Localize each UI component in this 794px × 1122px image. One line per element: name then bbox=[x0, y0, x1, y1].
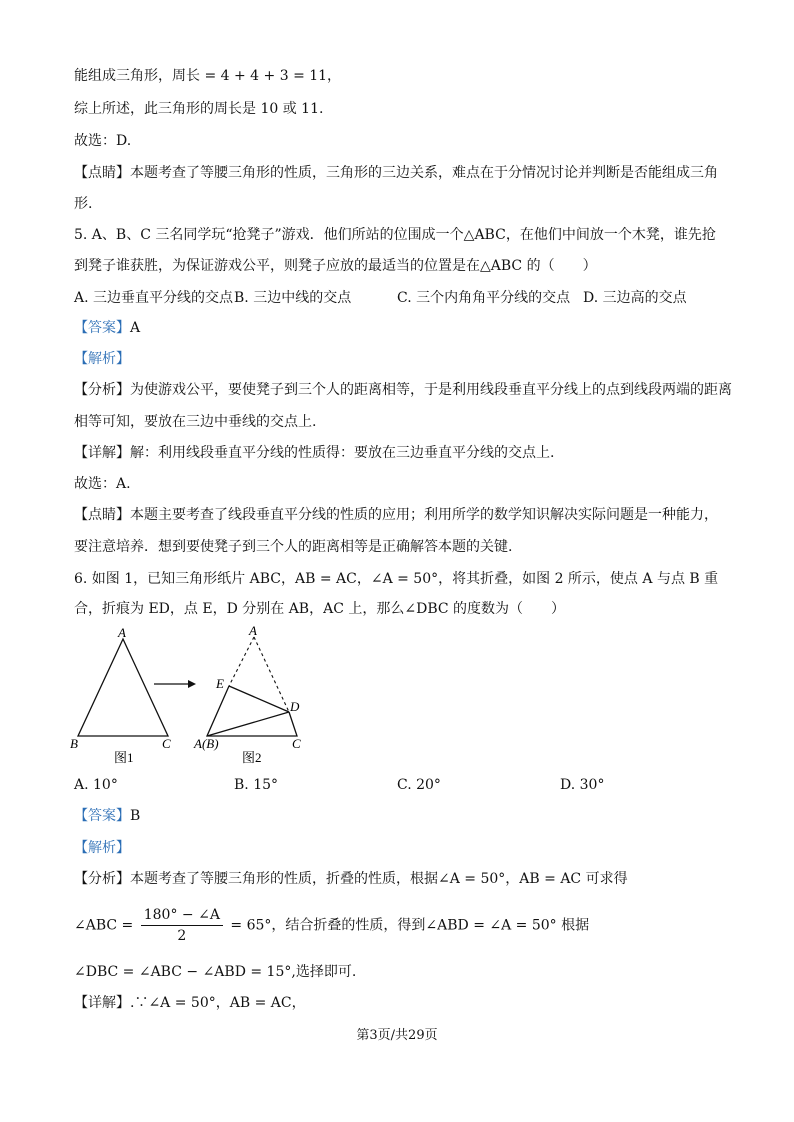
tag-xiangjie: 【详解】 bbox=[74, 445, 130, 461]
text-line: ∠DBC = ∠ABC − ∠ABD = 15°,选择即可. bbox=[74, 964, 357, 980]
figure1-label-a: A bbox=[118, 625, 126, 640]
figure2-label-e: E bbox=[216, 676, 224, 691]
figure2-label-c: C bbox=[292, 736, 301, 751]
tag-analysis: 【解析】 bbox=[74, 840, 130, 856]
text-content: .∵∠A = 50°，AB = AC， bbox=[130, 995, 306, 1011]
text-line: 故选：A. bbox=[74, 476, 131, 492]
text-content: 为使游戏公平，要使凳子到三个人的距离相等，于是利用线段垂直平分线上的点到线段两端的距离 bbox=[130, 382, 732, 398]
figure2-label-a: A bbox=[249, 624, 257, 638]
q5-option-b: B. 三边中线的交点 bbox=[234, 290, 352, 306]
answer-value: B bbox=[130, 808, 141, 824]
detail-line bbox=[74, 443, 554, 463]
tag-answer: 【答案】 bbox=[74, 808, 130, 824]
tag-fenxi: 【分析】 bbox=[74, 382, 130, 398]
q6-option-d: D. 30° bbox=[560, 777, 605, 793]
text-content: 解：利用线段垂直平分线的性质得：要放在三边垂直平分线的交点上. bbox=[130, 445, 555, 461]
figure2-dashed-ae bbox=[229, 637, 254, 686]
page-footer: 第3页/共29页 bbox=[356, 1028, 438, 1043]
tag-analysis: 【解析】 bbox=[74, 351, 130, 367]
text-line: 综上所述，此三角形的周长是 10 或 11. bbox=[74, 101, 324, 117]
tag-dianjing: 【点睛】 bbox=[74, 165, 130, 181]
answer-line bbox=[74, 806, 140, 826]
tag-fenxi: 【分析】 bbox=[74, 871, 130, 887]
formula-line bbox=[74, 905, 589, 946]
detail-line bbox=[74, 993, 306, 1013]
figure1-label-b: B bbox=[70, 736, 78, 751]
question-6-line: 合，折痕为 ED，点 E，D 分别在 AB，AC 上，那么∠DBC 的度数为（ ） bbox=[74, 601, 566, 617]
figure2-fold-ed bbox=[229, 686, 289, 712]
figure2-segment-bd bbox=[207, 712, 289, 736]
q5-option-a: A. 三边垂直平分线的交点 bbox=[74, 290, 234, 306]
text-content: 本题考查了等腰三角形的性质，折叠的性质，根据∠A = 50°，AB = AC 可求得 bbox=[130, 871, 628, 887]
figure2-caption: 图2 bbox=[242, 750, 262, 765]
q6-option-b: B. 15° bbox=[234, 777, 279, 793]
text-line: 要注意培养．想到要使凳子到三个人的距离相等是正确解答本题的关键. bbox=[74, 539, 513, 555]
comment-line bbox=[74, 163, 718, 183]
question-5-line: 5. A、B、C 三名同学玩“抢凳子”游戏．他们所站的位围成一个△ABC，在他们中间放一个木凳，谁先抢 bbox=[74, 227, 716, 243]
text-content: 本题主要考查了线段垂直平分线的性质的应用；利用所学的数学知识解决实际问题是一种能力， bbox=[130, 507, 718, 523]
figure1-triangle bbox=[78, 639, 168, 736]
text-line: 故选：D. bbox=[74, 133, 132, 149]
fraction bbox=[141, 905, 223, 946]
fraction-denominator: 2 bbox=[177, 928, 187, 944]
figure2-outline bbox=[207, 686, 297, 736]
question-6-line: 6. 如图 1，已知三角形纸片 ABC，AB = AC，∠A = 50°，将其折叠，如图 2 所示，使点 A 与点 B 重 bbox=[74, 571, 719, 587]
question-5-line: 到凳子谁获胜，为保证游戏公平，则凳子应放的最适当的位置是在△ABC 的（ ） bbox=[74, 258, 597, 274]
analysis-line bbox=[74, 869, 628, 889]
tag-xiangjie: 【详解】 bbox=[74, 995, 130, 1011]
q5-option-d: D. 三边高的交点 bbox=[583, 290, 687, 306]
figure2-label-d: D bbox=[290, 699, 300, 714]
q5-option-c: C. 三个内角角平分线的交点 bbox=[397, 290, 571, 306]
tag-dianjing: 【点睛】 bbox=[74, 507, 130, 523]
arrow-head bbox=[188, 680, 196, 688]
figure2-label-ab: A(B) bbox=[194, 736, 219, 751]
figure1-label-c: C bbox=[162, 736, 171, 751]
analysis-line bbox=[74, 380, 732, 400]
q6-option-c: C. 20° bbox=[397, 777, 441, 793]
q6-option-a: A. 10° bbox=[74, 777, 118, 793]
figure2-dashed-ad bbox=[254, 637, 289, 712]
formula-rhs: = 65°，结合折叠的性质，得到∠ABD = ∠A = 50° 根据 bbox=[230, 917, 590, 934]
tag-answer: 【答案】 bbox=[74, 320, 130, 336]
fold-figure bbox=[66, 624, 326, 769]
text-content: 本题考查了等腰三角形的性质，三角形的三边关系，难点在于分情况讨论并判断是否能组成三角 bbox=[130, 165, 718, 181]
formula-lhs: ∠ABC = bbox=[74, 917, 134, 934]
fraction-numerator: 180° − ∠A bbox=[141, 905, 223, 926]
text-line: 相等可知，要放在三边中垂线的交点上. bbox=[74, 414, 317, 430]
text-line: 能组成三角形，周长 = 4 + 4 + 3 = 11， bbox=[74, 68, 342, 84]
text-line: 形. bbox=[74, 196, 93, 212]
answer-value: A bbox=[130, 320, 141, 336]
answer-line bbox=[74, 318, 140, 338]
figure1-caption: 图1 bbox=[114, 750, 134, 765]
comment-line bbox=[74, 505, 718, 525]
